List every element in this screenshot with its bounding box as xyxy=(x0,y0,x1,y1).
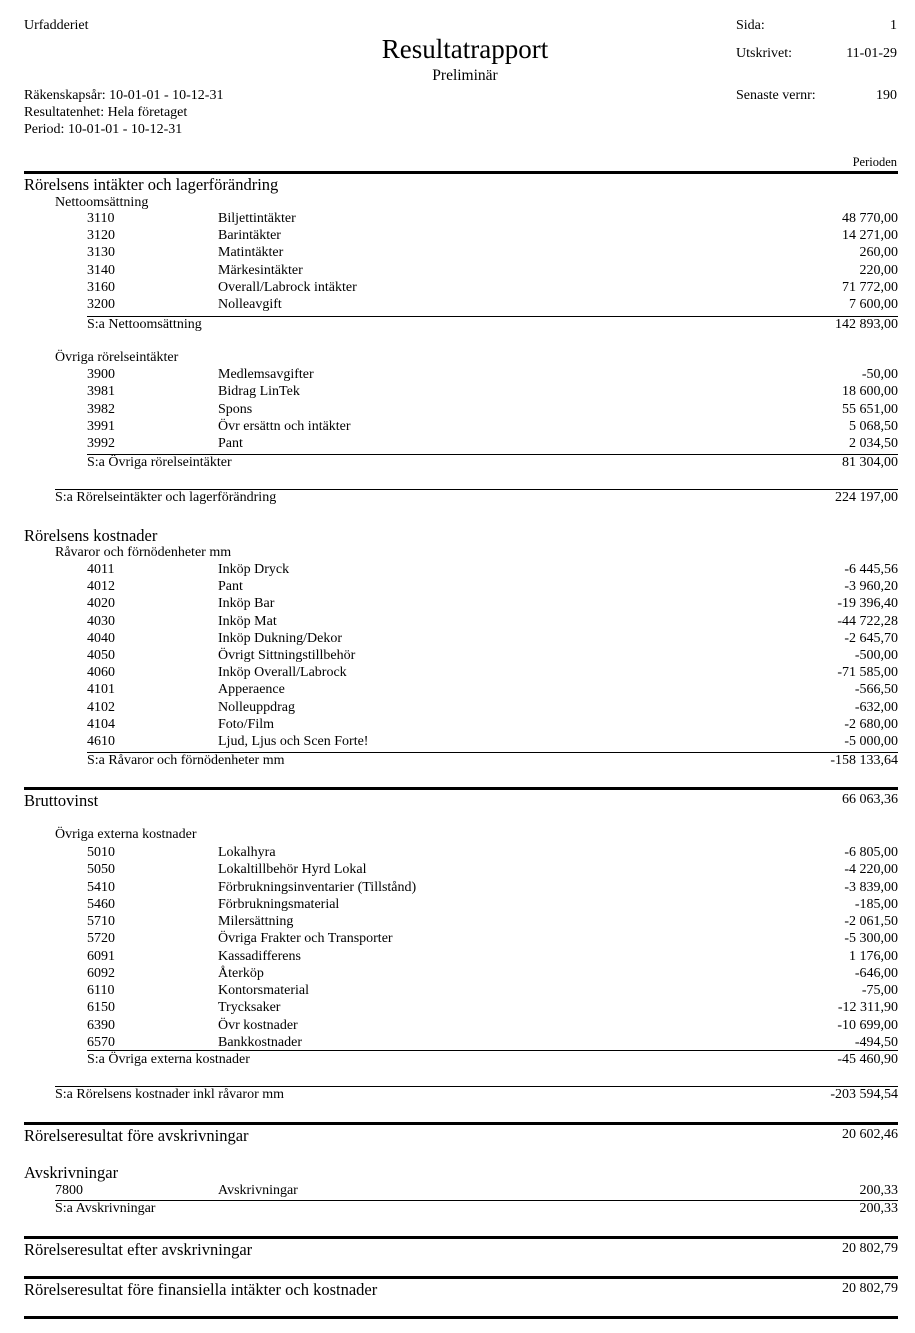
account-name: Inköp Mat xyxy=(218,613,277,629)
account-number: 6092 xyxy=(87,965,115,981)
account-name: Matintäkter xyxy=(218,245,284,261)
gross-profit-label: Bruttovinst xyxy=(24,791,99,810)
account-number: 3982 xyxy=(87,401,115,417)
account-number: 4012 xyxy=(87,579,115,595)
subtotal-label: S:a Nettoomsättning xyxy=(87,317,202,332)
account-name: Förbrukningsinventarier (Tillstånd) xyxy=(218,879,417,895)
account-amount: -3 960,20 xyxy=(844,579,898,595)
subtotal-value: 81 304,00 xyxy=(842,455,898,470)
subtotal-rule xyxy=(87,1050,898,1051)
account-name: Kassadifferens xyxy=(218,948,301,964)
account-name: Trycksaker xyxy=(218,1000,281,1016)
subtotal-label: S:a Övriga rörelseintäkter xyxy=(87,455,232,470)
account-name: Märkesintäkter xyxy=(218,262,303,278)
account-number: 4102 xyxy=(87,699,115,715)
account-number: 4050 xyxy=(87,648,115,663)
latest-voucher-label: Senaste vernr: xyxy=(736,88,816,103)
account-number: 4011 xyxy=(87,562,115,577)
account-number: 5410 xyxy=(87,879,115,895)
account-name: Biljettintäkter xyxy=(218,211,296,226)
account-name: Övr kostnader xyxy=(218,1017,298,1033)
account-number: 6570 xyxy=(87,1034,115,1050)
account-number: 3110 xyxy=(87,211,115,226)
account-amount: 200,33 xyxy=(859,1183,898,1198)
account-number: 5010 xyxy=(87,845,115,860)
account-name: Nolleuppdrag xyxy=(218,699,295,715)
result-after-depreciation-label: Rörelseresultat efter avskrivningar xyxy=(24,1240,253,1259)
account-number: 3991 xyxy=(87,418,115,434)
account-name: Apperaence xyxy=(218,682,285,698)
result-unit: Resultatenhet: Hela företaget xyxy=(24,105,188,120)
subtotal-rule xyxy=(87,316,898,317)
account-amount: -75,00 xyxy=(861,983,898,998)
account-name: Spons xyxy=(218,401,253,417)
header-rule xyxy=(24,171,898,174)
account-amount: 260,00 xyxy=(859,245,898,261)
account-number: 5710 xyxy=(87,914,115,929)
account-number: 4104 xyxy=(87,716,115,732)
account-number: 5050 xyxy=(87,862,115,878)
account-name: Övriga Frakter och Transporter xyxy=(218,931,393,947)
account-amount: -2 061,50 xyxy=(844,914,898,929)
company-name: Urfadderiet xyxy=(24,18,89,33)
account-amount: 2 034,50 xyxy=(849,436,898,452)
account-name: Milersättning xyxy=(218,914,294,929)
section-total-label: S:a Rörelseintäkter och lagerförändring xyxy=(55,490,277,505)
account-amount: -10 699,00 xyxy=(837,1017,898,1033)
account-number: 3160 xyxy=(87,279,115,295)
column-header-period: Perioden xyxy=(852,155,897,169)
account-amount: -2 645,70 xyxy=(844,630,898,646)
footer-rule xyxy=(24,1316,898,1319)
account-name: Inköp Bar xyxy=(218,596,275,612)
gross-profit-rule xyxy=(24,787,898,790)
subtotal-value: 200,33 xyxy=(859,1201,898,1216)
account-amount: 14 271,00 xyxy=(842,228,898,244)
account-name: Pant xyxy=(218,579,243,595)
account-number: 3200 xyxy=(87,297,115,312)
account-name: Bankkostnader xyxy=(218,1034,302,1050)
account-name: Pant xyxy=(218,436,243,452)
account-name: Overall/Labrock intäkter xyxy=(218,279,357,295)
account-name: Avskrivningar xyxy=(218,1183,298,1198)
account-amount: -632,00 xyxy=(854,699,898,715)
result-after-depreciation-value: 20 802,79 xyxy=(842,1241,898,1256)
account-number: 3981 xyxy=(87,384,115,400)
account-number: 6091 xyxy=(87,948,115,964)
account-amount: 48 770,00 xyxy=(842,211,898,226)
account-number: 6150 xyxy=(87,1000,115,1016)
account-number: 4020 xyxy=(87,596,115,612)
account-amount: -44 722,28 xyxy=(837,613,898,629)
period: Period: 10-01-01 - 10-12-31 xyxy=(24,122,183,137)
account-amount: -646,00 xyxy=(854,965,898,981)
account-name: Inköp Dukning/Dekor xyxy=(218,630,343,646)
account-name: Ljud, Ljus och Scen Forte! xyxy=(218,734,369,749)
result-before-financial-value: 20 802,79 xyxy=(842,1281,898,1296)
gross-profit-value: 66 063,36 xyxy=(842,792,898,807)
account-amount: 7 600,00 xyxy=(849,297,898,312)
account-number: 3120 xyxy=(87,228,115,244)
account-name: Återköp xyxy=(218,965,264,981)
section-title: Rörelsens intäkter och lagerförändring xyxy=(24,175,279,194)
group-title: Råvaror och förnödenheter mm xyxy=(55,545,232,560)
account-name: Bidrag LinTek xyxy=(218,384,300,400)
latest-voucher-number: 190 xyxy=(876,88,897,103)
account-number: 4610 xyxy=(87,734,115,749)
account-amount: 71 772,00 xyxy=(842,279,898,295)
result-rule xyxy=(24,1122,898,1125)
subtotal-value: -45 460,90 xyxy=(837,1052,898,1067)
account-name: Foto/Film xyxy=(218,716,275,732)
account-amount: -185,00 xyxy=(854,896,898,912)
printed-date: 11-01-29 xyxy=(846,46,897,61)
account-name: Förbrukningsmaterial xyxy=(218,896,340,912)
printed-label: Utskrivet: xyxy=(736,46,792,61)
account-amount: -566,50 xyxy=(854,682,898,698)
subtotal-label: S:a Råvaror och förnödenheter mm xyxy=(87,753,285,768)
account-name: Nolleavgift xyxy=(218,297,282,312)
account-number: 6390 xyxy=(87,1017,115,1033)
account-name: Lokaltillbehör Hyrd Lokal xyxy=(218,862,367,878)
account-amount: 5 068,50 xyxy=(849,418,898,434)
account-amount: 1 176,00 xyxy=(849,948,898,964)
account-amount: -71 585,00 xyxy=(837,665,898,681)
account-amount: -19 396,40 xyxy=(837,596,898,612)
result-before-depreciation-value: 20 602,46 xyxy=(842,1127,898,1142)
account-amount: -494,50 xyxy=(854,1034,898,1050)
account-number: 4030 xyxy=(87,613,115,629)
account-amount: -5 000,00 xyxy=(844,734,898,749)
subtotal-rule xyxy=(55,1200,898,1201)
account-number: 4101 xyxy=(87,682,115,698)
account-name: Inköp Dryck xyxy=(218,562,290,577)
account-number: 4060 xyxy=(87,665,115,681)
group-title: Nettoomsättning xyxy=(55,195,149,210)
page-label: Sida: xyxy=(736,18,765,33)
report-title: Resultatrapport xyxy=(381,34,549,64)
account-number: 3900 xyxy=(87,367,115,382)
account-name: Lokalhyra xyxy=(218,845,276,860)
account-number: 3140 xyxy=(87,262,115,278)
subtotal-label: S:a Avskrivningar xyxy=(55,1201,156,1216)
account-number: 4040 xyxy=(87,630,115,646)
account-name: Kontorsmaterial xyxy=(218,983,309,998)
account-amount: -5 300,00 xyxy=(844,931,898,947)
account-amount: -6 445,56 xyxy=(844,562,898,577)
account-name: Medlemsavgifter xyxy=(218,367,314,382)
result-rule xyxy=(24,1276,898,1279)
account-amount: -12 311,90 xyxy=(837,1000,898,1016)
account-name: Barintäkter xyxy=(218,228,281,244)
account-number: 5460 xyxy=(87,896,115,912)
section-total-label: S:a Rörelsens kostnader inkl råvaror mm xyxy=(55,1087,285,1102)
account-number: 5720 xyxy=(87,931,115,947)
account-number: 7800 xyxy=(55,1183,83,1198)
section-total-value: -203 594,54 xyxy=(830,1087,898,1102)
account-name: Inköp Overall/Labrock xyxy=(218,665,347,681)
result-rule xyxy=(24,1236,898,1239)
account-amount: -3 839,00 xyxy=(844,879,898,895)
account-name: Övr ersättn och intäkter xyxy=(218,418,351,434)
section-title: Rörelsens kostnader xyxy=(24,526,158,545)
account-amount: -50,00 xyxy=(861,367,898,382)
section-title: Avskrivningar xyxy=(24,1163,119,1182)
account-amount: -4 220,00 xyxy=(844,862,898,878)
account-number: 3130 xyxy=(87,245,115,261)
account-amount: -2 680,00 xyxy=(844,716,898,732)
account-name: Övrigt Sittningstillbehör xyxy=(218,648,356,663)
report-subtitle: Preliminär xyxy=(432,67,498,84)
section-total-value: 224 197,00 xyxy=(835,490,898,505)
group-title: Övriga externa kostnader xyxy=(55,827,197,842)
subtotal-value: -158 133,64 xyxy=(830,753,898,768)
result-before-financial-label: Rörelseresultat före finansiella intäkter och kostnader xyxy=(24,1280,378,1299)
result-before-depreciation-label: Rörelseresultat före avskrivningar xyxy=(24,1126,249,1145)
account-amount: 220,00 xyxy=(859,262,898,278)
account-number: 6110 xyxy=(87,983,115,998)
fiscal-year: Räkenskapsår: 10-01-01 - 10-12-31 xyxy=(24,88,224,103)
account-amount: 55 651,00 xyxy=(842,401,898,417)
subtotal-label: S:a Övriga externa kostnader xyxy=(87,1052,250,1067)
account-number: 3992 xyxy=(87,436,115,452)
account-amount: -500,00 xyxy=(854,648,898,663)
account-amount: 18 600,00 xyxy=(842,384,898,400)
page-number: 1 xyxy=(890,18,897,33)
group-title: Övriga rörelseintäkter xyxy=(55,350,179,365)
account-amount: -6 805,00 xyxy=(844,845,898,860)
subtotal-value: 142 893,00 xyxy=(835,317,898,332)
